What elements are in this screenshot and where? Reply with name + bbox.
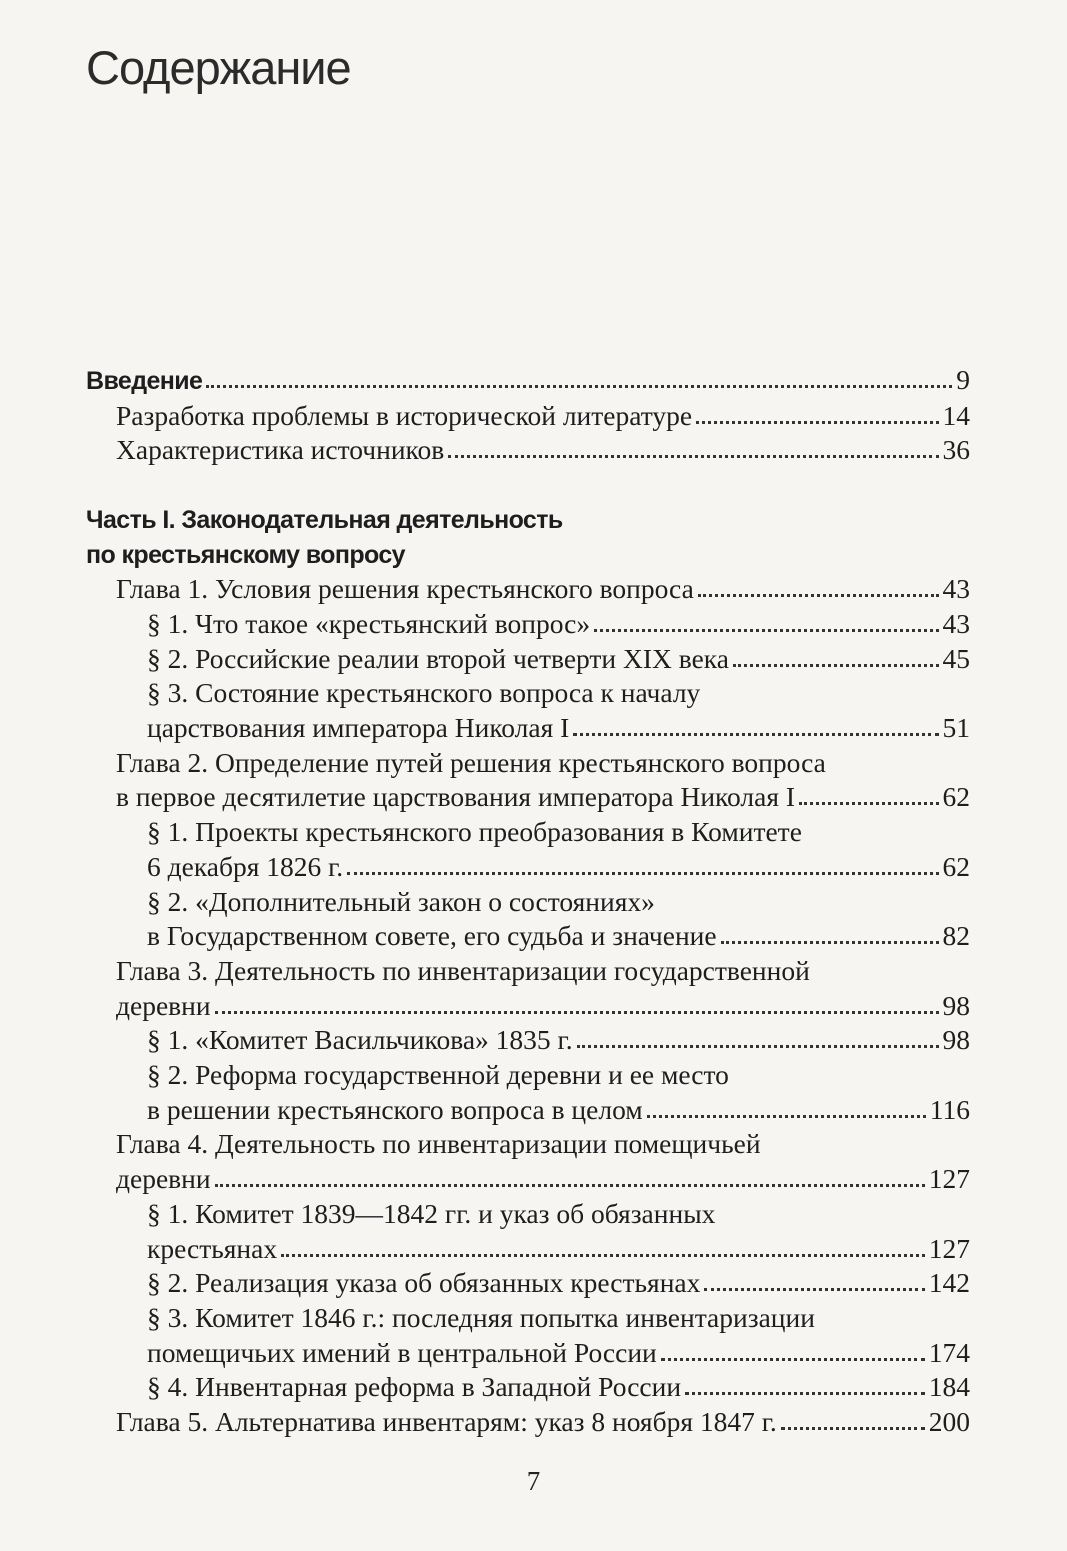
- dot-leader: [215, 1176, 925, 1187]
- section-gap: [86, 468, 970, 503]
- toc-entry-title: Глава 1. Условия решения крестьянского вопроса: [116, 573, 694, 605]
- toc-line: [147, 1336, 970, 1371]
- dot-leader: [281, 1246, 925, 1257]
- toc-paragraph: [86, 1301, 970, 1370]
- toc-paragraph: [86, 815, 970, 884]
- dot-leader: [696, 413, 938, 424]
- toc-line: [86, 363, 970, 399]
- toc-line: [147, 850, 970, 885]
- toc-line: [116, 572, 970, 607]
- toc-entry-title: 6 декабря 1826 г.: [147, 850, 344, 882]
- toc-paragraph: [86, 607, 970, 642]
- toc-page-number: 200: [928, 1406, 970, 1438]
- toc-line: [116, 746, 970, 781]
- toc-page-number: 82: [942, 920, 970, 952]
- toc-entry-title: § 2. Реформа государственной деревни и ее место: [147, 1059, 729, 1091]
- toc-page-number: 45: [942, 642, 970, 674]
- part-title-line: Часть I. Законодательная деятельность: [86, 505, 563, 534]
- toc-section-title: Введение: [86, 367, 203, 395]
- dot-leader: [781, 1419, 925, 1430]
- toc-entry-title: § 1. Что такое «крестьянский вопрос»: [147, 607, 591, 639]
- toc-paragraph: [86, 1058, 970, 1127]
- toc-chapter: [86, 746, 970, 815]
- toc-entry-title: в решении крестьянского вопроса в целом: [147, 1093, 643, 1125]
- toc-line: [147, 1023, 970, 1058]
- toc-line: [147, 1266, 970, 1301]
- toc-chapter: [86, 572, 970, 607]
- toc-entry-title: § 3. Состояние крестьянского вопроса к началу: [147, 677, 701, 709]
- toc-line: [147, 642, 970, 677]
- toc-paragraph: [86, 1266, 970, 1301]
- toc-entry-title: Глава 2. Определение путей решения крестьянского вопроса: [116, 746, 826, 778]
- toc-page-number: 127: [928, 1163, 970, 1195]
- toc-paragraph: [86, 676, 970, 745]
- toc-entry-title: § 1. Комитет 1839—1842 гг. и указ об обязанных: [147, 1197, 716, 1229]
- toc-page-number: 43: [942, 607, 970, 639]
- dot-leader: [721, 933, 939, 944]
- dot-leader: [698, 586, 939, 597]
- toc-line: [116, 1127, 970, 1162]
- toc-paragraph: [86, 1197, 970, 1266]
- toc-chapter: [86, 1127, 970, 1196]
- toc-entry-title: Глава 3. Деятельность по инвентаризации государственной: [116, 954, 810, 986]
- toc-page-number: 51: [942, 712, 970, 744]
- table-of-contents: [86, 363, 970, 1440]
- toc-paragraph: [86, 1370, 970, 1405]
- dot-leader: [573, 725, 938, 736]
- toc-entry-title: в Государственном совете, его судьба и значение: [147, 920, 717, 952]
- dot-leader: [704, 1280, 924, 1291]
- dot-leader: [347, 864, 938, 875]
- toc-entry-title: § 1. Проекты крестьянского преобразования в Комитете: [147, 816, 802, 848]
- toc-entry-title: в первое десятилетие царствования императора Николая I: [116, 781, 796, 813]
- toc-line: [147, 1058, 970, 1093]
- toc-entry-title: помещичьих имений в центральной России: [147, 1336, 657, 1368]
- toc-line: [147, 1232, 970, 1267]
- toc-entry-title: деревни: [116, 989, 211, 1021]
- dot-leader: [206, 377, 952, 388]
- toc-line: [147, 676, 970, 711]
- page-title: Содержание: [86, 41, 351, 94]
- toc-line: [147, 711, 970, 746]
- toc-line: [116, 399, 970, 434]
- toc-page-number: 14: [942, 399, 970, 431]
- toc-entry-title: § 4. Инвентарная реформа в Западной России: [147, 1371, 682, 1403]
- dot-leader: [448, 447, 938, 458]
- toc-line: [147, 919, 970, 954]
- toc-page-number: 98: [942, 1024, 970, 1056]
- toc-page-number: 127: [928, 1232, 970, 1264]
- toc-chapter: [86, 954, 970, 1023]
- toc-entry-title: § 1. «Комитет Васильчикова» 1835 г.: [147, 1024, 573, 1056]
- dot-leader: [799, 794, 938, 805]
- toc-page-number: 184: [928, 1371, 970, 1403]
- toc-page-number: 62: [942, 850, 970, 882]
- dot-leader: [594, 621, 938, 632]
- toc-page-number: 142: [928, 1267, 970, 1299]
- toc-line: [147, 1301, 970, 1336]
- dot-leader: [661, 1350, 925, 1361]
- toc-page-number: 43: [942, 573, 970, 605]
- toc-page-number: 9: [956, 364, 970, 395]
- toc-entry-title: § 2. Реализация указа об обязанных крестьянах: [147, 1267, 701, 1299]
- toc-line: [116, 1405, 970, 1440]
- dot-leader: [733, 656, 939, 667]
- toc-chapter: [86, 1405, 970, 1440]
- toc-entry-title: крестьянах: [147, 1232, 278, 1264]
- page-number: 7: [526, 1466, 541, 1496]
- toc-entry-title: § 2. Российские реалии второй четверти XIX века: [147, 642, 729, 674]
- toc-part-title: [86, 503, 970, 572]
- toc-paragraph: [86, 885, 970, 954]
- toc-line: [116, 989, 970, 1024]
- toc-entry-title: § 3. Комитет 1846 г.: последняя попытка инвентаризации: [147, 1301, 815, 1333]
- toc-page-number: 174: [928, 1336, 970, 1368]
- toc-line: [147, 1093, 970, 1128]
- toc-line: [147, 1370, 970, 1405]
- toc-page-number: 116: [929, 1093, 970, 1125]
- toc-entry-title: царствования императора Николая I: [147, 712, 570, 744]
- toc-paragraph: [86, 1023, 970, 1058]
- dot-leader: [577, 1037, 939, 1048]
- toc-line: [147, 607, 970, 642]
- dot-leader: [647, 1107, 926, 1118]
- toc-line: [147, 815, 970, 850]
- toc-line: [147, 1197, 970, 1232]
- toc-entry-title: Глава 5. Альтернатива инвентарям: указ 8 ноября 1847 г.: [116, 1406, 777, 1438]
- toc-paragraph: [86, 642, 970, 677]
- part-title-line: по крестьянскому вопросу: [86, 540, 405, 569]
- toc-page-number: 36: [942, 434, 970, 466]
- toc-section-introduction: [86, 363, 970, 399]
- toc-page-number: 62: [942, 781, 970, 813]
- dot-leader: [685, 1384, 925, 1395]
- toc-entry-title: Глава 4. Деятельность по инвентаризации помещичьей: [116, 1128, 761, 1160]
- toc-subsection: [86, 433, 970, 468]
- toc-line: [147, 885, 970, 920]
- toc-subsection: [86, 399, 970, 434]
- toc-entry-title: § 2. «Дополнительный закон о состояниях»: [147, 885, 655, 917]
- toc-line: [116, 433, 970, 468]
- toc-line: [116, 1162, 970, 1197]
- dot-leader: [215, 1003, 939, 1014]
- toc-entry-title: деревни: [116, 1163, 211, 1195]
- toc-line: [116, 780, 970, 815]
- toc-entry-title: Разработка проблемы в исторической литературе: [116, 399, 693, 431]
- toc-page-number: 98: [942, 989, 970, 1021]
- toc-line: [116, 954, 970, 989]
- toc-entry-title: Характеристика источников: [116, 434, 445, 466]
